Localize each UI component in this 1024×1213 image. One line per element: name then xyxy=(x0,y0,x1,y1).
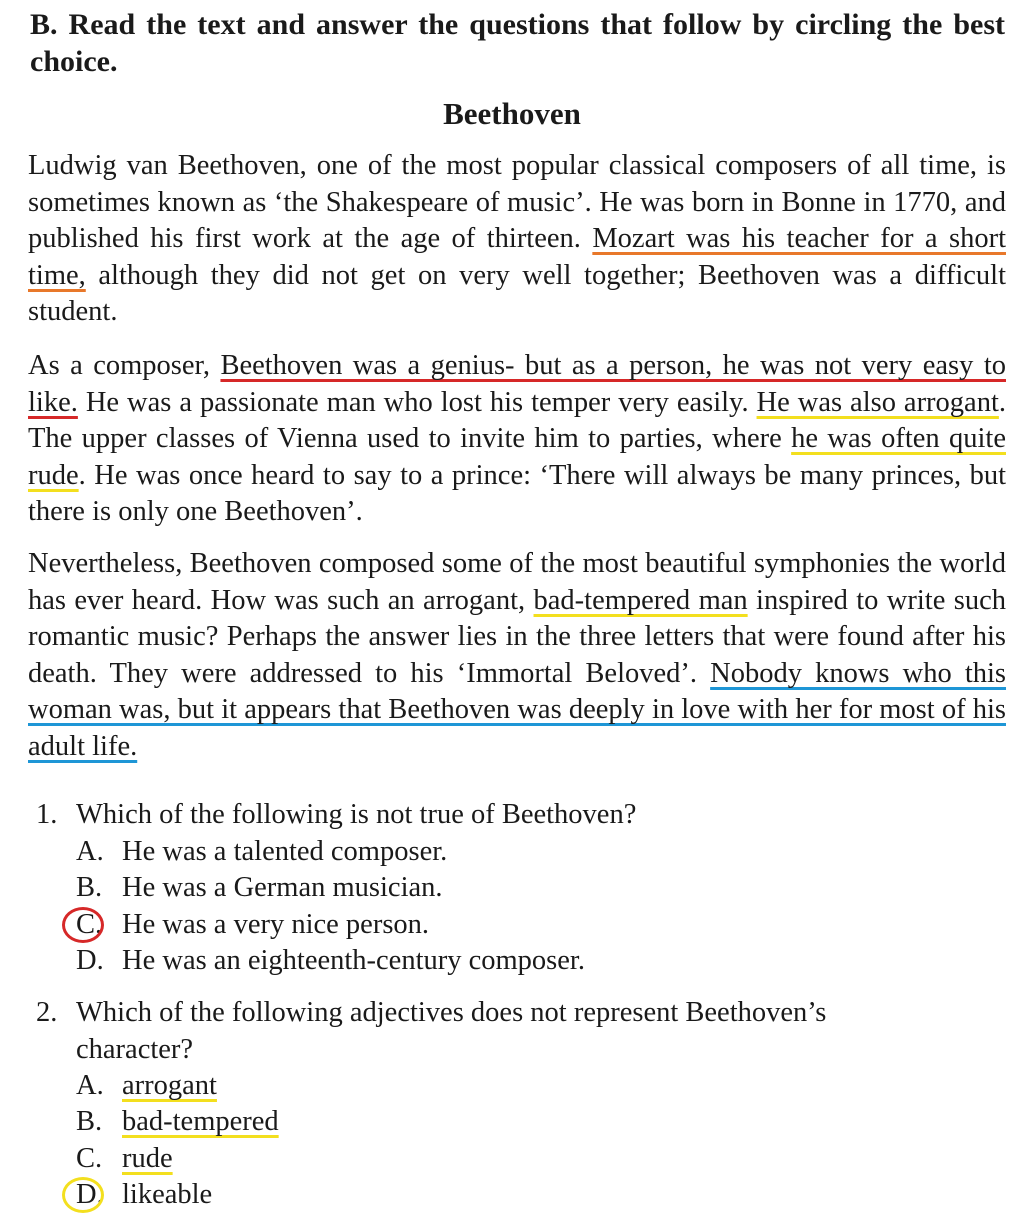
paragraph-3-text: Nevertheless, Beethoven composed some of the most beautiful symphonies the world has ever heard. How was such an arrogant, xyxy=(28,548,1006,616)
red-underlined-text: Beethoven was a genius- but as a person, he was not very easy to like. xyxy=(28,350,1006,418)
option-letter: D. xyxy=(76,944,104,976)
blue-underlined-text: Nobody knows who this woman was, but it appears that Beethoven was deeply in love with her for most of his adult life. xyxy=(28,657,1007,762)
paragraph-2-text: . He was once heard to say to a prince: ‘There will always be many princes, but there is only one Beethoven’. xyxy=(28,459,1006,527)
red-answer-circle xyxy=(62,907,104,943)
paragraph-3 xyxy=(28,546,1006,765)
option-a[interactable] xyxy=(76,834,585,870)
paragraph-1-text: although they did not get on very well together; Beethoven was a difficult student. xyxy=(28,259,1006,327)
option-c[interactable] xyxy=(76,907,585,943)
paragraph-2-text: As a composer, xyxy=(28,350,221,381)
paragraph-3-text: inspired to write such romantic music? Perhaps the answer lies in the three letters that were found after his death. They were addressed to his ‘Immortal Beloved’. xyxy=(28,584,1006,689)
option-letter: A. xyxy=(76,836,104,867)
yellow-underlined-text: He was also arrogant xyxy=(756,386,999,418)
question-text: Which of the following is not true of Beethoven? xyxy=(76,799,637,830)
option-letter: C. xyxy=(76,908,103,940)
paragraph-1-text: Ludwig van Beethoven, one of the most popular classical composers of all time, is sometimes known as ‘the Shakespeare of music’. He was born in Bonne in 1770, and published his first work at the age of thirteen. xyxy=(28,150,1006,254)
yellow-underlined-text: bad-tempered man xyxy=(533,584,748,616)
option-text: rude xyxy=(122,1142,173,1174)
question-number: 2. xyxy=(36,997,58,1028)
question-1-options xyxy=(76,834,585,979)
option-d[interactable] xyxy=(76,943,585,979)
option-text: He was a very nice person. xyxy=(122,908,430,940)
yellow-underlined-text: he was often quite rude xyxy=(28,423,1006,491)
option-letter: B. xyxy=(76,872,103,904)
instruction-heading: B. Read the text and answer the questions that follow by circling the best choice. xyxy=(30,8,1005,78)
question-2-options xyxy=(76,1068,279,1213)
question-number: 1. xyxy=(36,799,58,830)
question-1 xyxy=(36,797,636,834)
option-letter-circled xyxy=(76,1177,122,1213)
option-text: bad-tempered xyxy=(122,1106,279,1138)
yellow-answer-circle xyxy=(62,1177,104,1213)
passage-title: Beethoven xyxy=(443,96,581,131)
option-a[interactable] xyxy=(76,1068,279,1104)
paragraph-2-text: . The upper classes of Vienna used to invite him to parties, where xyxy=(28,386,1006,454)
option-c[interactable] xyxy=(76,1141,279,1177)
orange-underlined-text: Mozart was his teacher for a short time, xyxy=(28,223,1006,291)
option-text: He was a talented composer. xyxy=(122,836,448,867)
option-text: He was an eighteenth-century composer. xyxy=(122,944,585,976)
option-text: arrogant xyxy=(122,1070,217,1101)
question-text: Which of the following adjectives does not represent Beethoven’s character? xyxy=(76,997,827,1065)
option-b[interactable] xyxy=(76,870,585,906)
option-letter: D. xyxy=(76,1178,104,1210)
option-text: likeable xyxy=(122,1178,213,1210)
option-letter: A. xyxy=(76,1070,104,1101)
paragraph-1 xyxy=(28,148,1006,331)
option-b[interactable] xyxy=(76,1104,279,1140)
option-text: He was a German musician. xyxy=(122,872,443,904)
option-letter: B. xyxy=(76,1106,103,1138)
option-letter: C. xyxy=(76,1142,103,1174)
question-2 xyxy=(36,995,936,1068)
paragraph-2 xyxy=(28,348,1006,531)
option-letter-circled xyxy=(76,907,122,943)
paragraph-2-text: He was a passionate man who lost his temper very easily. xyxy=(77,386,757,418)
option-d[interactable] xyxy=(76,1177,279,1213)
